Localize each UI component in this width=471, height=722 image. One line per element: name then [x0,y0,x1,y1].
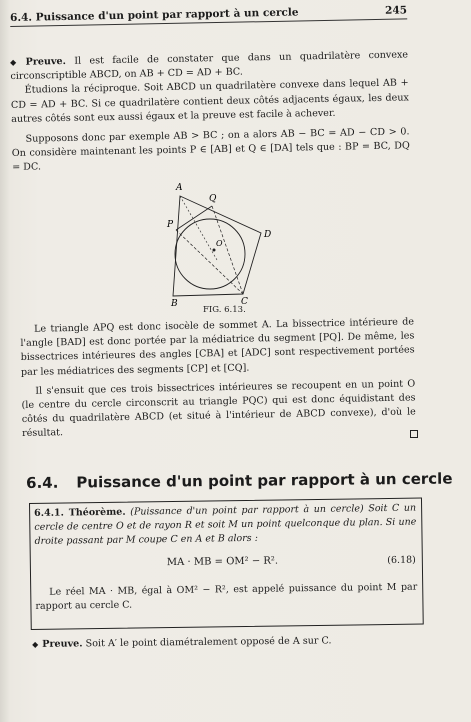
label-o: O [216,239,223,248]
proof-label: Preuve. [25,55,67,68]
next-proof-label: Preuve. [42,638,83,650]
section-number: 6.4. [26,473,59,492]
center-point [213,249,216,252]
label-a: A [176,183,183,193]
theorem-statement: (Puissance d'un point par rapport à un cercle) Soit C un cercle de centre O et de rayon R et soit M un point quelconque du plan. Si une droite passant par M coupe C en A et B alors : [34,502,417,547]
header-title: 6.4. Puissance d'un point par rapport à un cercle [10,6,299,24]
theorem-formula: MA · MB = OM² − R². [166,555,279,569]
diamond-bullet-icon: ◆ [32,639,39,649]
segment-pc [176,230,243,294]
theorem-statement-block [34,502,417,549]
label-q: Q [209,194,217,204]
proof-paragraph [10,48,410,175]
theorem-label: 6.4.1. Théorème. [34,506,126,519]
equation-number: (6.18) [387,554,416,567]
label-c: C [241,297,248,307]
reciprocal-paragraph: Étudions la réciproque. Soit ABCD un quadrilatère convexe dans lequel AB + CD = AD + BC. Si ce quadrilatère contient deux côtés adjacents égaux, les deux autres côtés sont eux aussi égaux et la preuve est facile à achever. [10,77,409,125]
body-after-figure [20,315,416,441]
proof-text: Il est facile de constater que dans un quadrilatère convexe circonscriptible ABCD, on AB + CD = AD + BC. [10,49,409,83]
triangle-paragraph: Le triangle APQ est donc isocèle de sommet A. La bissectrice intérieure de l'angle [BAD] est donc portée par la médiatrice du segment [PQ]. De même, les bissectrices intérieures des angles [CBA] et [ADC] sont respectivement portées par les médiatrices des segments [CP] et [CQ]. [20,316,415,378]
theorem-box [29,498,424,630]
page-number: 245 [385,4,408,17]
label-b: B [171,299,178,308]
power-definition-text: Le réel MA · MB, égal à OM² − R², est appelé puissance du point M par rapport au cercle C. [35,581,418,612]
section-heading [26,470,453,492]
qed-square-icon [410,430,418,438]
running-header [10,4,407,27]
bisector-a [180,196,217,260]
inscribed-circle [175,219,245,289]
section-title: Puissance d'un point par rapport à un cercle [76,469,453,492]
conclusion-paragraph: Il s'ensuit que ces trois bissectrices intérieures se recoupent en un point O (le centre du cercle circonscrit au triangle PQC) qui est donc équidistant des côtés du quadrilatère ABCD (et situé à l'intérieur de ABCD convexe), d'où le résultat. [21,378,416,440]
diamond-bullet-icon: ◆ [10,57,22,67]
next-proof-line [32,635,332,650]
label-d: D [264,230,272,240]
segment-pq [176,206,212,230]
next-proof-text: Soit A′ le point diamétralement opposé de A sur C. [85,635,332,650]
theorem-definition [35,581,417,614]
label-p: P [167,220,174,230]
figure-quadrilateral [165,178,285,308]
figure-caption: FIG. 6.13. [203,305,246,315]
suppose-paragraph: Supposons donc par exemple AB > BC ; on a alors AB − BC = AD − CD > 0. On considère maintenant les points P ∈ [AB] et Q ∈ [DA] tels que : BP = BC, DQ = DC. [11,126,410,174]
